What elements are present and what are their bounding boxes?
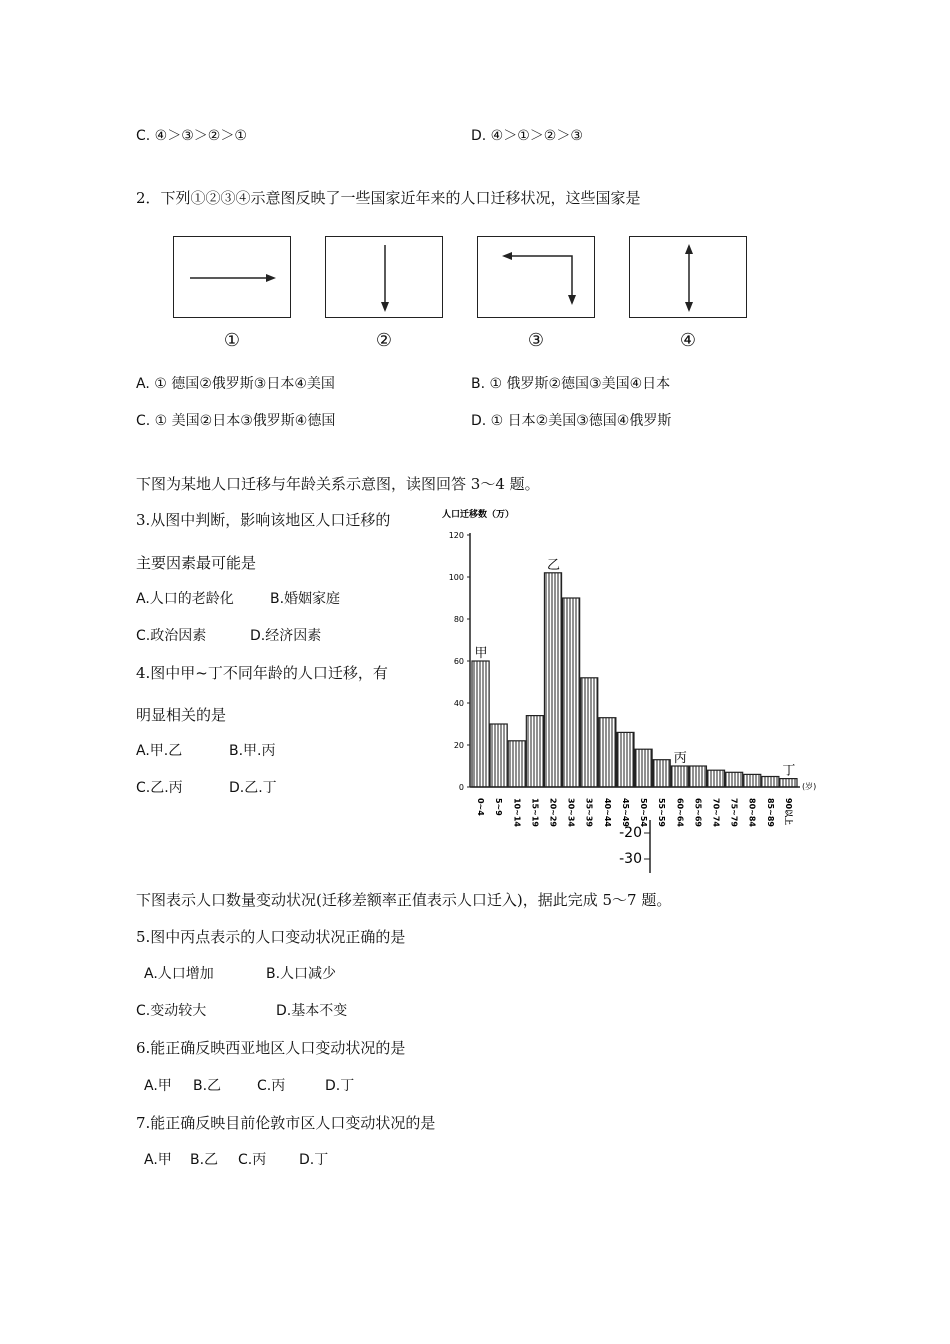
q3-option-b: B.婚姻家庭 <box>270 591 341 607</box>
q4-stem-line1: 4.图中甲~丁不同年龄的人口迁移，有 <box>136 664 388 682</box>
bar-30~34 <box>563 598 580 787</box>
migration-age-chart <box>440 505 820 875</box>
x-tick-label: 30~34 <box>566 798 576 827</box>
secondary-tick-2: -30 <box>619 851 642 867</box>
x-tick-label: 40~44 <box>602 798 612 827</box>
q4-stem-line2: 明显相关的是 <box>136 706 227 724</box>
arrow-updown-icon <box>630 237 748 319</box>
q2-option-b: B. ① 俄罗斯②德国③美国④日本 <box>471 376 671 392</box>
x-tick-label: 75~79 <box>729 798 739 827</box>
intro-q3-4: 下图为某地人口迁移与年龄关系示意图，读图回答 3～4 题。 <box>136 475 540 493</box>
bar-85~89 <box>762 777 779 788</box>
q2-option-c: C. ① 美国②日本③俄罗斯④德国 <box>136 413 336 429</box>
q3-option-a: A.人口的老龄化 <box>136 591 234 607</box>
annotation-label: 甲 <box>474 646 488 661</box>
q3-option-d: D.经济因素 <box>250 628 322 644</box>
q4-option-c: C.乙.丙 <box>136 780 183 796</box>
q5-option-c: C.变动较大 <box>136 1003 207 1019</box>
bar-35~39 <box>581 678 598 787</box>
q1-option-c: C. ④＞③＞②＞① <box>136 128 247 144</box>
secondary-tick-1: -20 <box>619 825 642 841</box>
bar-0~4 <box>472 661 489 787</box>
q7-option-d: D.丁 <box>299 1152 329 1168</box>
diagram-label-3: ③ <box>527 330 545 351</box>
q3-stem-line2: 主要因素最可能是 <box>136 554 257 572</box>
x-tick-label: 5~9 <box>494 798 504 816</box>
q5-option-a: A.人口增加 <box>144 966 214 982</box>
arrow-right-icon <box>174 237 292 319</box>
arrow-corner-icon <box>478 237 596 319</box>
bar-60~64 <box>671 766 688 787</box>
bar-80~84 <box>744 774 761 787</box>
x-tick-label: 20~29 <box>548 798 558 827</box>
y-tick-label: 80 <box>453 615 464 624</box>
bar-65~69 <box>689 766 706 787</box>
q2-option-a: A. ① 德国②俄罗斯③日本④美国 <box>136 376 335 392</box>
q3-option-c: C.政治因素 <box>136 628 207 644</box>
chart-ylabel: 人口迁移数（万） <box>442 510 515 520</box>
bar-70~74 <box>707 770 724 787</box>
x-tick-label: 85~89 <box>765 798 775 827</box>
y-tick-label: 100 <box>448 573 464 582</box>
annotation-label: 丙 <box>673 751 687 766</box>
migration-diagram-1 <box>173 236 291 318</box>
bar-10~14 <box>508 741 525 787</box>
bar-75~79 <box>726 772 743 787</box>
q2-option-d: D. ① 日本②美国③德国④俄罗斯 <box>471 413 672 429</box>
q6-option-a: A.甲 <box>144 1078 172 1094</box>
q6-option-c: C.丙 <box>257 1078 286 1094</box>
q4-option-a: A.甲.乙 <box>136 743 183 759</box>
x-tick-label: 70~74 <box>711 798 721 827</box>
x-tick-label: 80~84 <box>747 798 757 827</box>
intro-q5-7: 下图表示人口数量变动状况(迁移差额率正值表示人口迁入)，据此完成 5～7 题。 <box>136 891 672 909</box>
q7-option-a: A.甲 <box>144 1152 172 1168</box>
migration-diagram-3 <box>477 236 595 318</box>
x-tick-label: 10~14 <box>512 798 522 827</box>
q4-option-d: D.乙.丁 <box>229 780 277 796</box>
diagram-label-1: ① <box>223 330 241 351</box>
bar-5~9 <box>490 724 507 787</box>
annotation-label: 丁 <box>782 763 796 779</box>
y-tick-label: 40 <box>453 699 464 708</box>
x-tick-label: 15~19 <box>530 798 540 827</box>
y-tick-label: 120 <box>448 531 464 540</box>
q6-stem: 6.能正确反映西亚地区人口变动状况的是 <box>136 1039 406 1057</box>
bar-40~44 <box>599 718 616 787</box>
q6-option-d: D.丁 <box>325 1078 355 1094</box>
x-tick-label: 50~54 <box>639 798 649 827</box>
y-tick-label: 0 <box>458 783 464 792</box>
q7-option-c: C.丙 <box>238 1152 267 1168</box>
annotation-label: 乙 <box>546 557 561 573</box>
bar-90以上 <box>780 779 797 787</box>
q2-stem: 2．下列①②③④示意图反映了一些国家近年来的人口迁移状况，这些国家是 <box>136 189 641 207</box>
diagram-label-4: ④ <box>679 330 697 351</box>
x-tick-label: 65~69 <box>693 798 703 827</box>
chart-x-unit: (岁) <box>802 782 817 791</box>
migration-diagram-2 <box>325 236 443 318</box>
x-tick-label: 90以上 <box>783 798 793 826</box>
x-tick-label: 45~49 <box>620 798 630 827</box>
bar-45~49 <box>617 732 634 787</box>
q3-stem-line1: 3.从图中判断，影响该地区人口迁移的 <box>136 511 391 529</box>
q5-option-d: D.基本不变 <box>276 1003 348 1019</box>
diagram-label-2: ② <box>375 330 393 351</box>
bar-20~29 <box>544 573 561 787</box>
bar-50~54 <box>635 749 652 787</box>
q5-option-b: B.人口减少 <box>266 966 337 982</box>
q7-option-b: B.乙 <box>190 1152 219 1168</box>
x-tick-label: 0~4 <box>476 798 486 816</box>
migration-diagram-4 <box>629 236 747 318</box>
y-tick-label: 20 <box>453 741 464 750</box>
arrow-down-icon <box>326 237 444 319</box>
q5-stem: 5.图中丙点表示的人口变动状况正确的是 <box>136 928 406 946</box>
q7-stem: 7.能正确反映目前伦敦市区人口变动状况的是 <box>136 1114 436 1132</box>
q1-option-d: D. ④＞①＞②＞③ <box>471 128 583 144</box>
q4-option-b: B.甲.丙 <box>229 743 276 759</box>
bar-15~19 <box>526 716 543 787</box>
y-tick-label: 60 <box>453 657 464 666</box>
x-tick-label: 55~59 <box>657 798 667 827</box>
q6-option-b: B.乙 <box>193 1078 222 1094</box>
x-tick-label: 35~39 <box>584 798 594 827</box>
x-tick-label: 60~64 <box>675 798 685 827</box>
bar-55~59 <box>653 760 670 787</box>
